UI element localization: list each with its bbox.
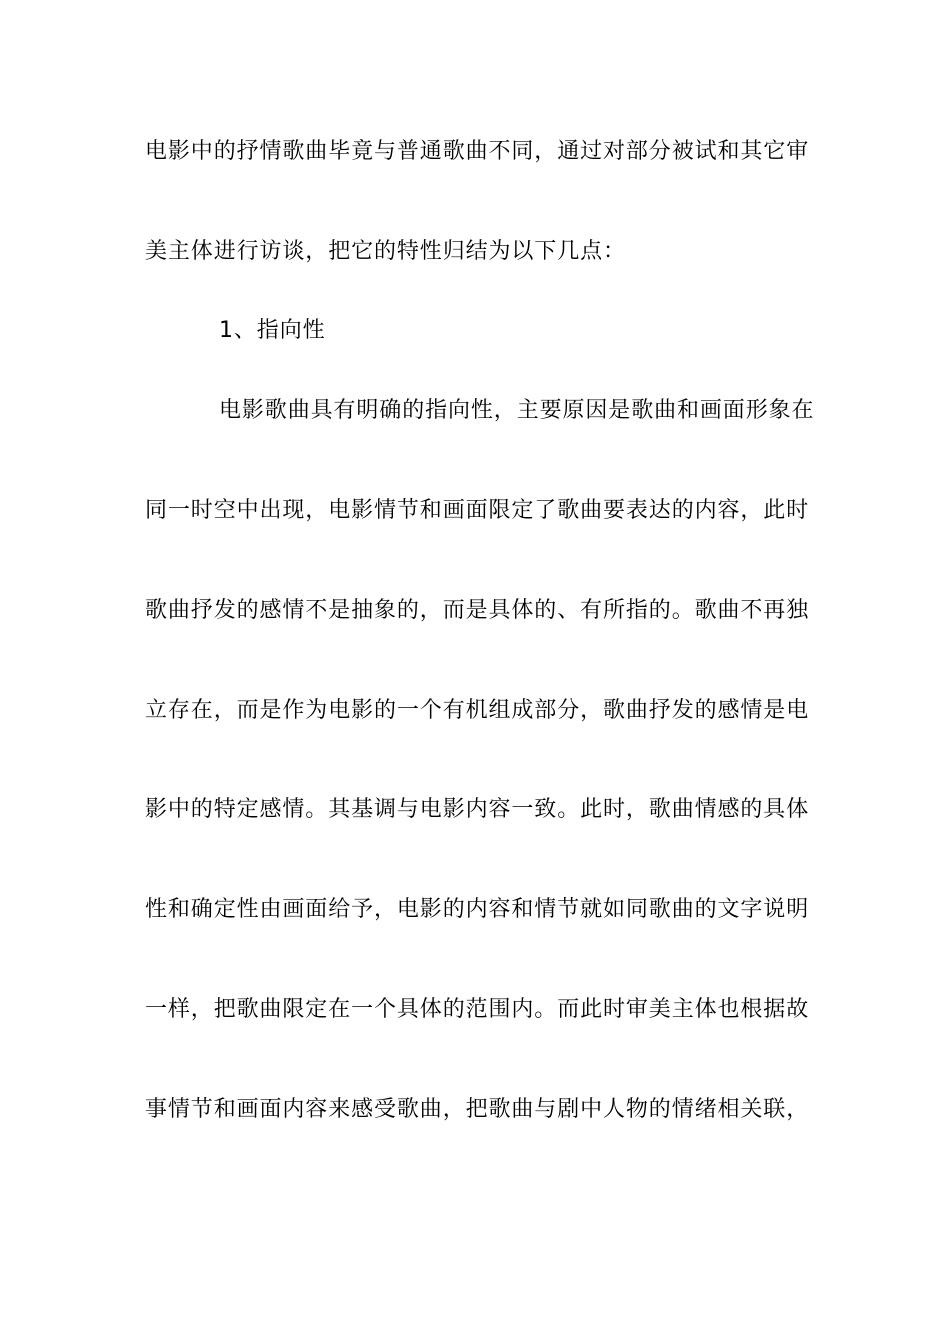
paragraph-line-4: 电影歌曲具有明确的指向性，主要原因是歌曲和画面形象在: [219, 398, 815, 423]
paragraph-line-9: 性和确定性由画面给予，电影的内容和情节就如同歌曲的文字说明: [145, 897, 810, 922]
section-heading-directivity: 1、指向性: [219, 318, 326, 343]
paragraph-line-11: 事情节和画面内容来感受歌曲，把歌曲与剧中人物的情绪相关联，: [145, 1097, 810, 1122]
paragraph-line-5: 同一时空中出现，电影情节和画面限定了歌曲要表达的内容，此时: [145, 498, 810, 523]
paragraph-line-1: 电影中的抒情歌曲毕竟与普通歌曲不同，通过对部分被试和其它审: [145, 139, 810, 164]
paragraph-line-10: 一样，把歌曲限定在一个具体的范围内。而此时审美主体也根据故: [145, 997, 810, 1022]
paragraph-line-2: 美主体进行访谈，把它的特性归结为以下几点：: [145, 239, 626, 264]
paragraph-line-8: 影中的特定感情。其基调与电影内容一致。此时，歌曲情感的具体: [145, 797, 810, 822]
paragraph-line-7: 立存在，而是作为电影的一个有机组成部分，歌曲抒发的感情是电: [145, 698, 810, 723]
paragraph-line-6: 歌曲抒发的感情不是抽象的，而是具体的、有所指的。歌曲不再独: [145, 598, 810, 623]
